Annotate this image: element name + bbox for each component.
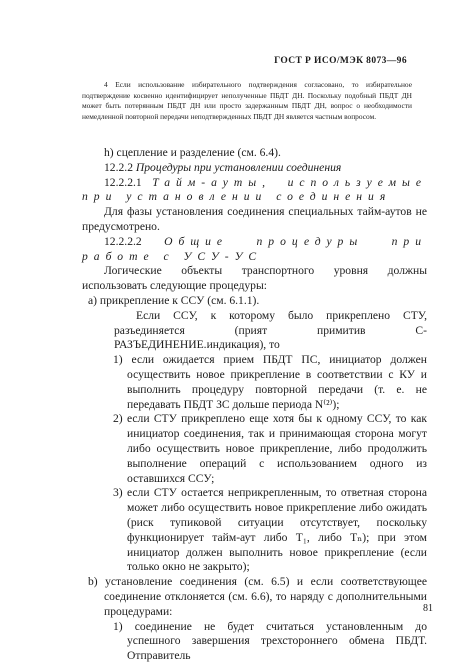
section-12-2-2-1 [82,176,427,206]
section-title: Процедуры при установлении соединения [135,160,342,174]
section-12-2-2-2 [82,235,427,265]
section-title: Общие процедуры при работе с УСУ-УС [82,234,427,263]
paragraph-1: Для фазы установления соединения специальных тайм-аутов не предусмотрено. [82,205,427,233]
item-h: h) сцепление и разделение (см. 6.4). [104,146,281,159]
note-block [82,80,412,122]
note-text: 4 Если использование избирательного подтверждения согласовано, то избирательное подтверждение косвенно идентифицирует неполученные ПБДТ ДН. Поскольку подобный ПБДТ ДН может быть потерянным ПБДТ ДН или просто задержанным ПБДТ ДН, вопрос о необходимости немедленной повторной передачи неподтвержденных ПБДТ ДН является частным вопросом. [82,80,412,121]
item-b: b) установление соединения (см. 6.5) и если соответствующее соединение отклоняется (см. 6.6), то наряду с дополнительными процедурами: [88,575,427,618]
document-header: ГОСТ Р ИСО/МЭК 8073—96 [274,56,407,66]
item-a-2: 2) если СТУ прикреплено еще хотя бы к одному ССУ, то как инициатор соединения, так и принимающая сторона могут либо осуществить новое прикрепление, либо продолжить выполнение операций с использованием одного из оставшихся ССУ; [113,412,427,485]
item-b-1: 1) соединение не будет считаться установленным до успешного завершения трехстороннего обмена ПБДТ. Отправитель [113,619,427,663]
section-12-2-2 [82,161,427,176]
item-a-3: 3) если СТУ остается неприкрепленным, то ответная сторона может либо осуществить новое прикрепление либо ожидать (риск тупиковой ситуации отсутствует, поскольку функционирует тайм-аут либо T₁, либо Tₙ); при этом инициатор должен выполнить новое прикрепление (если только окно не закрыто); [113,486,427,574]
item-a-1: 1) если ожидается прием ПБДТ ПС, инициатор должен осуществить новое прикрепление в соответствии с КУ и выполнить процедуру повторной передачи (т. е. не передавать ПБДТ ЗС дольше периода N⁽²⁾); [113,353,427,411]
page-number: 81 [423,603,433,614]
section-number: 12.2.2.2 [104,234,142,248]
main-text [82,146,427,664]
section-number: 12.2.2.1 [104,175,142,189]
item-a: a) прикрепление к ССУ (см. 6.1.1). [88,293,260,307]
section-number: 12.2.2 [104,160,133,174]
paragraph-2: Логические объекты транспортного уровня должны использовать следующие процедуры: [82,264,427,293]
section-title: Тайм-ауты, используемые при установлении соединения [82,175,427,204]
item-a-text: Если ССУ, к которому было прикреплено СТУ, разъединяется (прият примитив С-РАЗЪЕДИНЕНИЕ.индикация), то [114,308,427,352]
